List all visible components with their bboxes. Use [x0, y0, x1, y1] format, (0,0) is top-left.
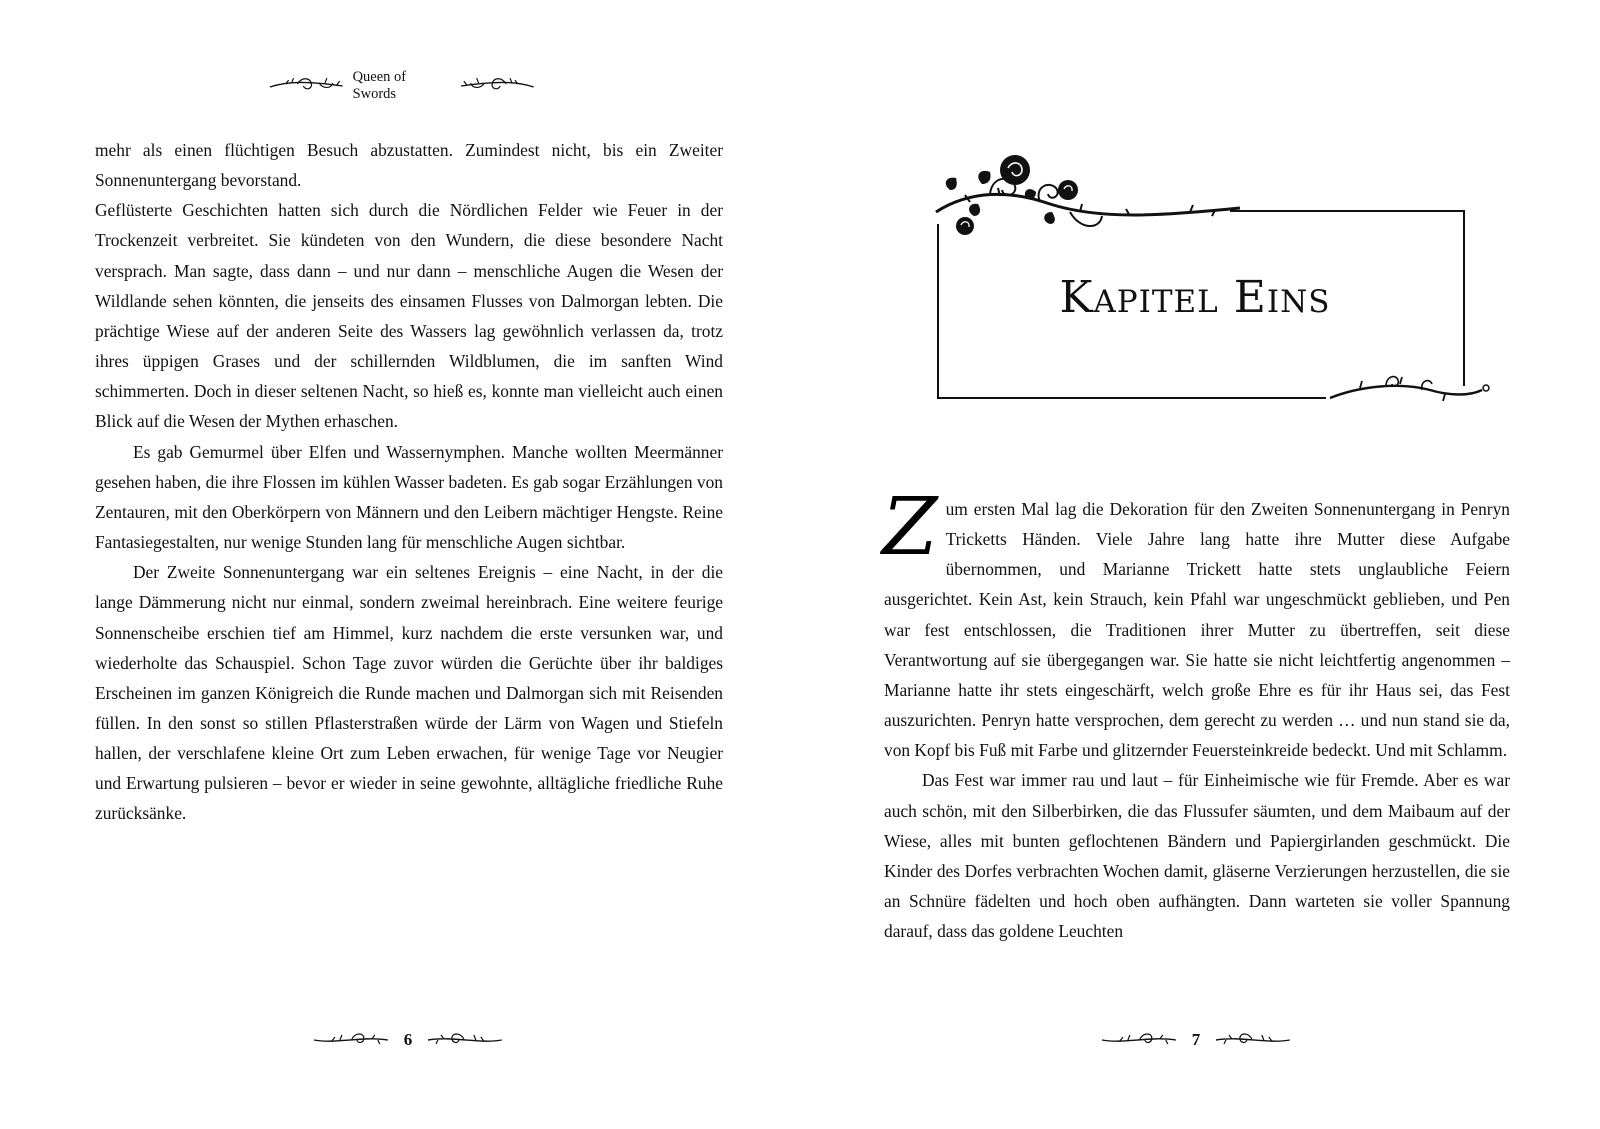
- paragraph: Der Zweite Sonnenuntergang war ein seltenes Ereignis – eine Nacht, in der die lange Dämmerung nicht nur einmal, sondern zweimal hereinbrach. Eine weitere feurige Sonnenscheibe erschien tief am Himmel, kurz nachdem die erste versunken war, und wiederholte das Schauspiel. Schon Tage zuvor würden die Gerüchte über ihr baldiges Erscheinen im ganzen Königreich die Runde machen und Dalmorgan sich mit Reisenden füllen. In den sonst so stillen Pflasterstraßen würde der Lärm von Wagen und Stiefeln hallen, der verschlafene kleine Ort zum Leben erwachen, für wenige Tage vor Neugier und Erwartung pulsieren – bevor er wieder in seine gewohnte, alltägliche friedliche Ruhe zurücksänke.: [95, 562, 723, 824]
- vine-flourish-icon: [312, 1030, 390, 1050]
- vine-flourish-icon: [268, 75, 347, 97]
- chapter-title: Kapitel Eins: [1059, 272, 1331, 323]
- book-title: Queen of Swords: [352, 69, 407, 102]
- paragraph: mehr als einen flüchtigen Besuch abzustatten. Zumindest nicht, bis ein Zweiter Sonnenuntergang bevorstand.: [95, 140, 723, 191]
- paragraph: Es gab Gemurmel über Elfen und Wassernymphen. Manche wollten Meermänner gesehen haben, die ihre Flossen im kühlen Wasser badeten. Es gab sogar Erzählungen von Zentauren, mit den Oberkörpern von Männern und den Leibern mächtiger Hengste. Reine Fantasiegestalten, nur wenige Stunden lang für menschliche Augen sichtbar.: [95, 441, 723, 553]
- page-number-value: 6: [403, 1030, 413, 1049]
- page-number-left: [312, 1025, 504, 1055]
- vine-flourish-icon: [457, 75, 536, 97]
- page-number-right: [1100, 1025, 1292, 1055]
- vine-flourish-icon: [426, 1030, 504, 1050]
- paragraph: Geflüsterte Geschichten hatten sich durch die Nördlichen Felder wie Feuer in der Trockenzeit verbreitet. Sie kündeten von den Wundern, die diese besondere Nacht versprach. Man sagte, dass dann – und nur dann – menschliche Augen die Wesen der Wildlande sehen könnten, die jenseits des einsamen Flusses von Dalmorgan lebten. Die prächtige Wiese auf der anderen Seite des Wassers lag gewöhnlich verlassen da, trotz ihres üppigen Grases und der schillernden Wildblumen, die im sanften Wind schimmerten. Doch in dieser seltenen Nacht, so hieß es, konnte man vielleicht auch einen Blick auf die Wesen der Mythen erhaschen.: [95, 200, 723, 432]
- paragraph-text: um ersten Mal lag die Dekoration für den Zweiten Sonnenuntergang in Penryn Tricketts Händen. Viele Jahre lang hatte ihre Mutter diese Aufgabe übernommen, und Marianne Trickett hatte stets unglaubliche Feiern ausgerichtet. Kein Ast, kein Strauch, kein Pfahl war ungeschmückt geblieben, und Pen war fest entschlossen, die Traditionen ihrer Mutter zu übertreffen, seit diese Verantwortung auf sie übergegangen war. Sie hatte sie nicht leichtfertig angenommen – Marianne hatte ihr stets eingeschärft, welch große Ehre es für ihr Haus sei, das Fest auszurichten. Penryn hatte versprochen, dem gerecht zu werden … und nun stand sie da, von Kopf bis Fuß mit Farbe und glitzernder Feuersteinkreide bedeckt. Und mit Schlamm.: [884, 499, 1510, 761]
- left-page-text: [95, 135, 723, 829]
- paragraph: Das Fest war immer rau und laut – für Einheimische wie für Fremde. Aber es war auch schön, mit den Silberbirken, die das Flussufer säumten, und dem Maibaum auf der Wiese, alles mit bunten geflochtenen Bändern und Papiergirlanden geschmückt. Die Kinder des Dorfes verbrachten Wochen damit, gläserne Verzierungen herzustellen, die sie an Schnüre fädelten und hoch oben aufhängten. Dann warteten sie voller Spannung darauf, dass das goldene Leuchten: [884, 770, 1510, 942]
- right-page-text: [882, 480, 1510, 946]
- vine-flourish-icon: [1100, 1030, 1178, 1050]
- drop-cap: Z: [882, 480, 938, 573]
- paragraph: [882, 480, 1510, 765]
- running-header: [268, 69, 536, 102]
- vine-flourish-icon: [1214, 1030, 1292, 1050]
- chapter-heading: [930, 150, 1490, 412]
- page-number-value: 7: [1191, 1030, 1201, 1049]
